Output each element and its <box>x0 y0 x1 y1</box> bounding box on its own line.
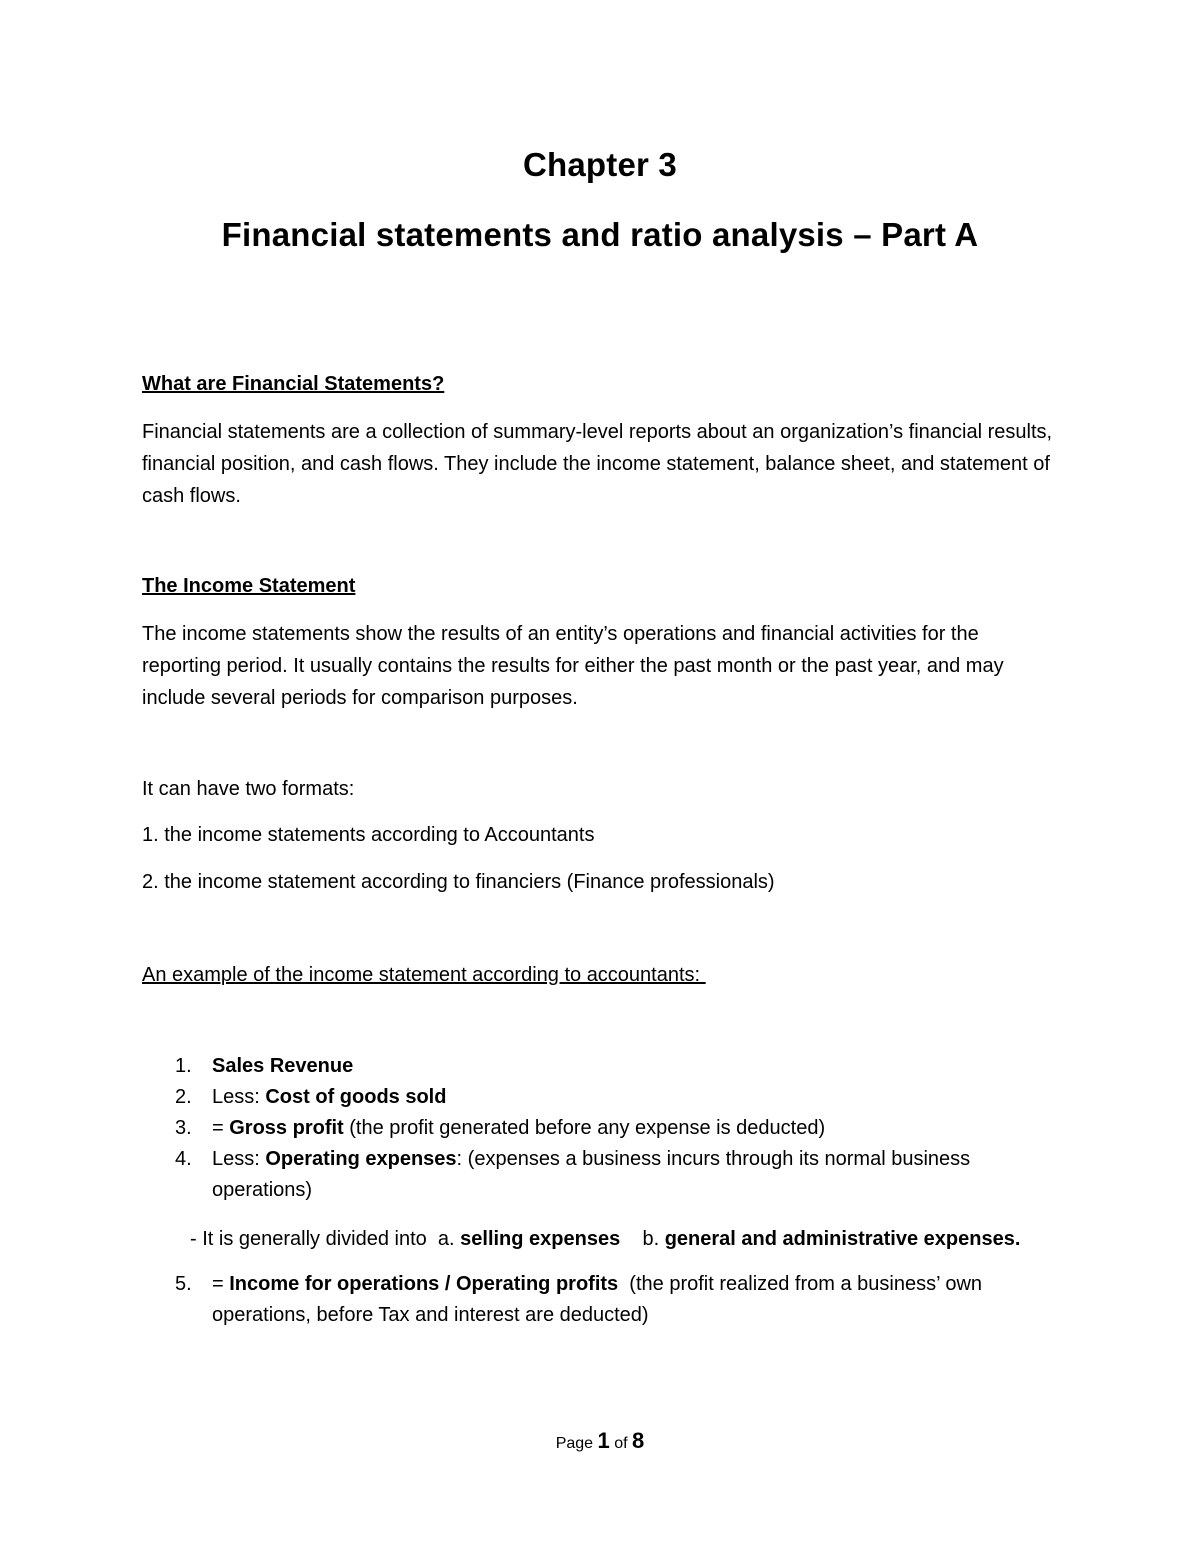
item-prefix: Less: <box>212 1148 266 1170</box>
list-item <box>175 1269 1065 1331</box>
format-number: 2. <box>142 871 159 893</box>
chapter-title: Chapter 3 <box>522 146 677 183</box>
item-prefix: = <box>212 1117 230 1139</box>
list-number: 5. <box>175 1273 192 1295</box>
list-item <box>175 1144 1065 1206</box>
income-statement-list-continued <box>175 1269 1065 1331</box>
expense-division-line <box>190 1223 1110 1255</box>
format-text: the income statement according to financiers (Finance professionals) <box>158 871 775 893</box>
selling-expenses-term: selling expenses <box>460 1228 621 1250</box>
item-description: : (expenses a business incurs through its normal business operations) <box>212 1148 971 1201</box>
paragraph-income-statement: The income statements show the results of an entity’s operations and financial activities for the reporting period. It usually contains the results for either the past month or the past year, and may include several periods for comparison purposes. <box>142 623 1004 709</box>
page-number: 1 <box>597 1428 610 1453</box>
page-total: 8 <box>632 1428 645 1453</box>
page-word: Page <box>555 1435 594 1452</box>
item-term: Operating expenses <box>265 1148 457 1170</box>
formats-intro: It can have two formats: <box>142 778 355 800</box>
page-footer <box>0 1428 1200 1454</box>
list-number: 4. <box>175 1148 192 1170</box>
format-number: 1. <box>142 824 159 846</box>
section-heading-income-statement: The Income Statement <box>142 575 356 597</box>
division-middle: b. <box>620 1228 665 1250</box>
item-term: Cost of goods sold <box>265 1086 447 1108</box>
list-item <box>175 1082 1065 1113</box>
item-term: Income for operations / Operating profits <box>229 1273 619 1295</box>
item-term: Sales Revenue <box>212 1055 354 1077</box>
item-description: (the profit realized from a business’ own operations, before Tax and interest are deducted) <box>212 1273 988 1326</box>
format-item-1 <box>142 819 1062 851</box>
format-item-2 <box>142 866 1062 898</box>
item-description: (the profit generated before any expense is deducted) <box>343 1117 826 1139</box>
item-prefix: = <box>212 1273 230 1295</box>
paragraph-financial-statements: Financial statements are a collection of summary-level reports about an organization’s financial results, financial position, and cash flows. They include the income statement, balance sheet, and statement of cash flows. <box>142 421 1053 507</box>
document-title: Financial statements and ratio analysis – Part A <box>221 216 979 253</box>
list-item <box>175 1051 1065 1082</box>
item-prefix: Less: <box>212 1086 266 1108</box>
format-text: the income statements according to Accountants <box>158 824 595 846</box>
general-admin-expenses-term: general and administrative expenses. <box>664 1228 1021 1250</box>
item-term: Gross profit <box>229 1117 344 1139</box>
division-prefix: - It is generally divided into a. <box>190 1228 461 1250</box>
list-number: 3. <box>175 1117 192 1139</box>
section-heading-financial-statements: What are Financial Statements? <box>142 373 445 395</box>
list-number: 1. <box>175 1055 192 1077</box>
income-statement-list <box>175 1051 1065 1206</box>
list-number: 2. <box>175 1086 192 1108</box>
of-word: of <box>614 1435 628 1452</box>
list-item <box>175 1113 1065 1144</box>
example-heading: An example of the income statement according to accountants: <box>142 964 706 986</box>
